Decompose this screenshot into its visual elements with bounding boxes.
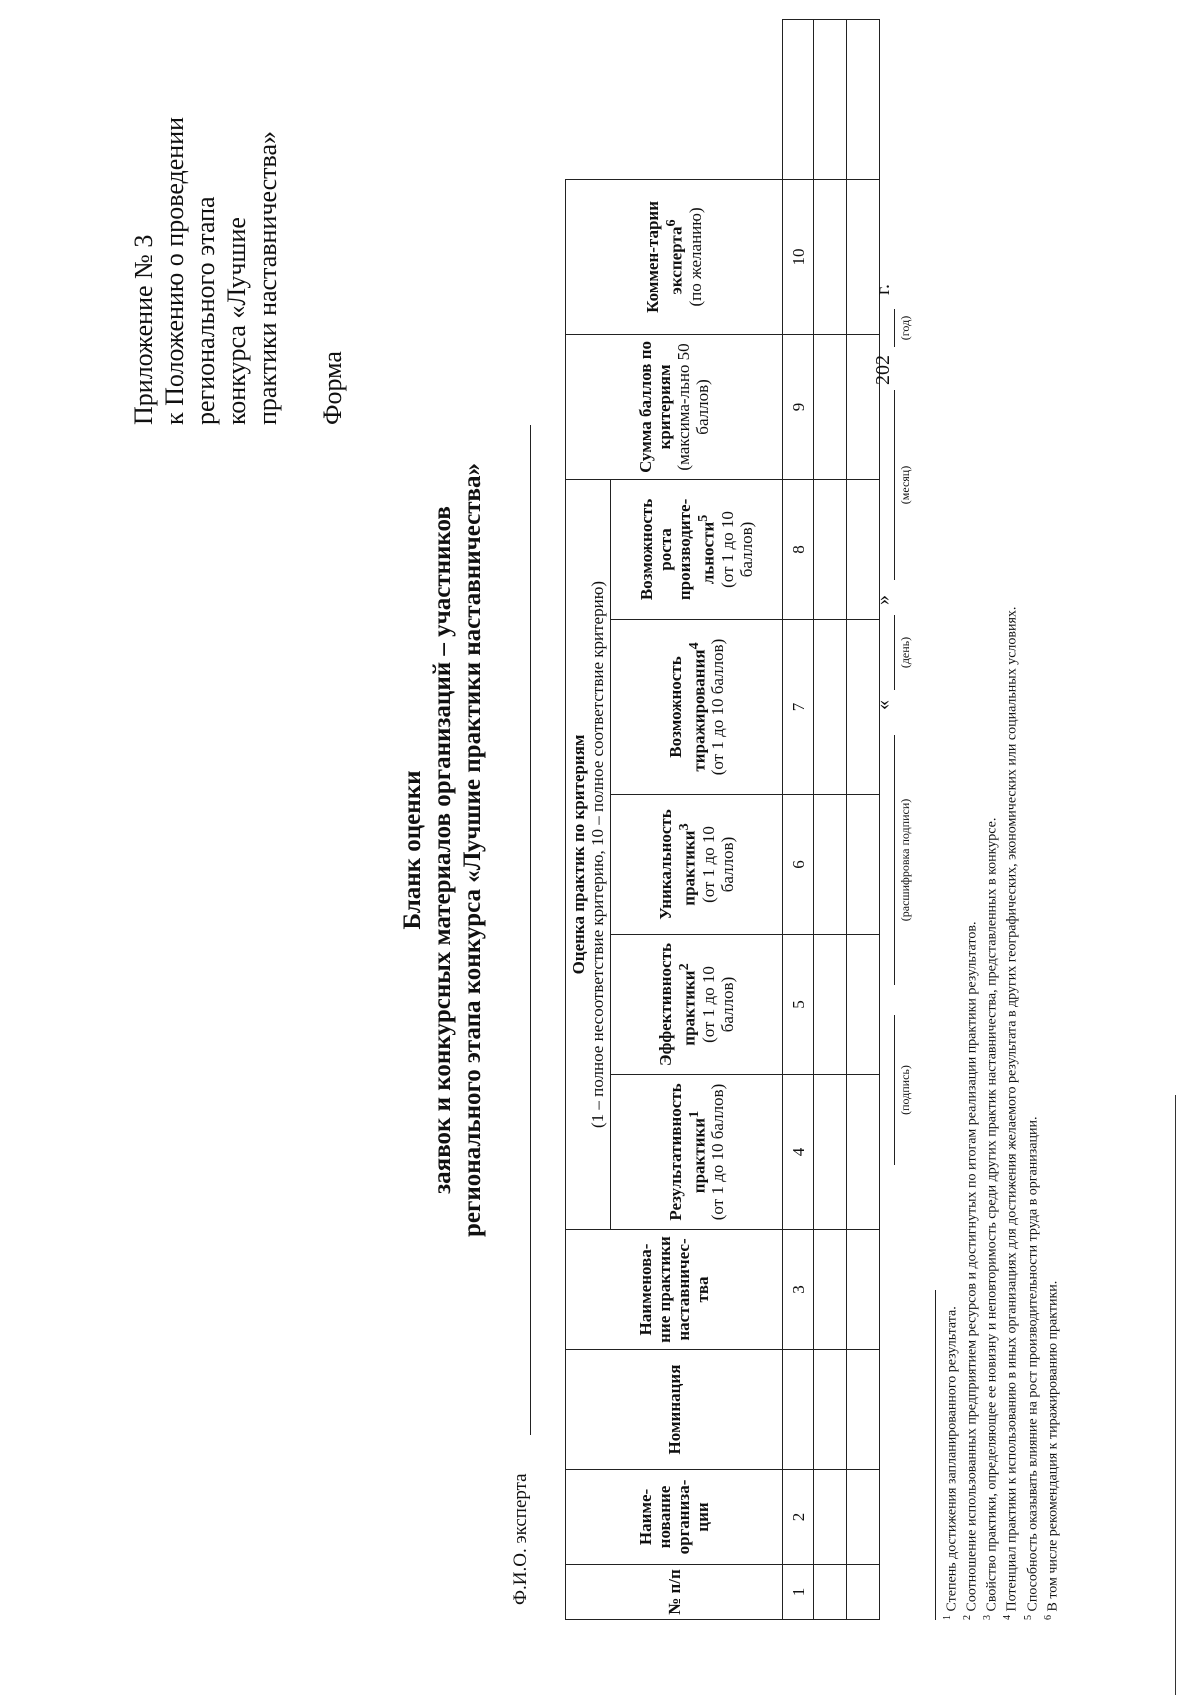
header-criterion-efficiency (611, 935, 783, 1075)
table-cell[interactable] (814, 1230, 847, 1350)
year-prefix: 202 (872, 355, 894, 385)
signature-decode-line[interactable] (894, 735, 895, 985)
column-number: 6 (783, 795, 814, 935)
column-number: 7 (783, 620, 814, 795)
year-suffix: г. (872, 284, 894, 295)
signature-caption: (подпись) (898, 1065, 912, 1115)
table-header-row (566, 19, 611, 1619)
appendix-header (128, 65, 348, 425)
criterion-name: Уникальность практики (656, 809, 699, 920)
criterion-range: (от 1 до 10 баллов) (708, 1083, 728, 1221)
column-number: 2 (783, 1470, 814, 1565)
table-cell[interactable] (814, 179, 847, 334)
table-cell[interactable] (814, 620, 847, 795)
expert-name-label: Ф.И.О. эксперта (510, 1473, 531, 1605)
header-criterion-replication (611, 620, 783, 795)
footnote-item: $^1$ Степень достижения запланированного результата. (942, 1306, 960, 1620)
title-line-1: Бланк оценки (399, 770, 426, 930)
appendix-line: к Положению о проведении (160, 116, 189, 425)
criterion-name: Возможность роста производите-льности (637, 498, 718, 601)
column-number: 9 (783, 334, 814, 479)
appendix-line: Приложение № 3 (129, 234, 158, 425)
criteria-group-title: Оценка практик по критериям (569, 734, 588, 975)
header-comments (566, 179, 783, 334)
criteria-group-subtitle: (1 – полное несоответствие критерию, 10 – полное соответствие критерию) (588, 580, 607, 1129)
table-cell[interactable] (847, 1230, 880, 1350)
month-field[interactable] (894, 390, 895, 580)
column-number: 10 (783, 179, 814, 334)
criterion-footnote-mark: 3 (676, 823, 693, 831)
criterion-footnote-mark: 1 (685, 1110, 702, 1118)
header-practice-name: Наименова-ние практики наставничес-тва (566, 1230, 783, 1350)
criterion-footnote-mark: 2 (676, 963, 693, 971)
footnote-item: $^6$ В том числе рекомендация к тиражированию практики. (1042, 1280, 1061, 1620)
signature-line[interactable] (894, 1015, 895, 1165)
column-number (783, 1350, 814, 1470)
month-caption: (месяц) (898, 465, 912, 505)
appendix-line: конкурса «Лучшие (222, 217, 251, 425)
header-organization: Наиме-нование организа-ции (566, 1470, 783, 1565)
criterion-name: Эффективность практики (656, 943, 699, 1066)
column-number: 3 (783, 1230, 814, 1350)
header-sum (566, 334, 783, 479)
table-cell[interactable] (814, 1350, 847, 1470)
footnotes (935, 60, 1061, 1620)
table-cell[interactable] (814, 1565, 847, 1620)
title-line-3: регионального этапа конкурса «Лучшие практики наставничества» (459, 463, 486, 1237)
table-cell[interactable] (814, 334, 847, 479)
document-title (398, 225, 488, 1475)
table-cell[interactable] (847, 1565, 880, 1620)
sum-title: Сумма баллов по критериям (636, 340, 674, 473)
column-number: 5 (783, 935, 814, 1075)
criterion-range: (от 1 до 10 баллов) (717, 511, 756, 588)
header-criteria-group (566, 479, 611, 1229)
criterion-name: Результативность практики (665, 1083, 709, 1221)
table-cell[interactable] (814, 19, 847, 179)
header-criterion-effectiveness-result (611, 1075, 783, 1230)
comments-note: (по желанию) (685, 207, 705, 307)
column-number-row (783, 19, 814, 1619)
footnote-item: $^5$ Способность оказывать влияние на рост производительности труда в организации. (1022, 1116, 1041, 1620)
footnote-divider (935, 1290, 936, 1620)
year-field[interactable] (894, 309, 895, 347)
appendix-line: практики наставничества» (253, 130, 282, 425)
comments-footnote-mark: 6 (663, 219, 680, 227)
page-edge-line (1175, 1095, 1176, 1695)
sum-note: (максима-льно 50 баллов) (674, 343, 712, 471)
year-caption: (год) (898, 315, 912, 341)
column-number: 1 (783, 1565, 814, 1620)
evaluation-table (565, 19, 880, 1620)
date-close-quote: » (872, 595, 894, 605)
criterion-footnote-mark: 4 (685, 642, 702, 650)
comments-title: Коммен-тарии эксперта (643, 200, 686, 313)
table-cell[interactable] (814, 795, 847, 935)
criterion-range: (от 1 до 10 баллов) (698, 826, 737, 903)
header-nomination: Номинация (566, 1350, 783, 1470)
table-row[interactable] (814, 19, 847, 1619)
criterion-range: (от 1 до 10 баллов) (698, 966, 737, 1043)
footnote-item: $^3$ Свойство практики, определяющее ее новизну и неповторимость среди других практик наставничества, представленных в конкурсе. (982, 817, 1000, 1620)
expert-name-field[interactable] (530, 425, 531, 1435)
footnote-item: $^2$ Соотношение использованных предприятием ресурсов и достигнутых по итогам реализации практики результатов. (962, 921, 980, 1620)
header-criterion-productivity (611, 479, 783, 619)
table-cell[interactable] (847, 19, 880, 179)
column-number (783, 19, 814, 179)
date-open-quote: « (872, 700, 894, 710)
form-label: Форма (318, 351, 347, 425)
table-cell[interactable] (814, 1075, 847, 1230)
title-line-2: заявок и конкурсных материалов организаций – участников (429, 506, 456, 1194)
table-cell[interactable] (847, 1350, 880, 1470)
criterion-name: Возможность тиражирования (665, 649, 709, 772)
criterion-range: (от 1 до 10 баллов) (708, 638, 728, 776)
signature-decode-caption: (расшифровка подписи) (898, 798, 912, 922)
table-cell[interactable] (814, 479, 847, 619)
day-field[interactable] (894, 615, 895, 690)
appendix-line: регионального этапа (191, 196, 220, 425)
footnote-item: $^4$ Потенциал практики к использованию в иных организациях для достижения желаемого результата в других географических, экономических или социальных условиях. (1002, 606, 1021, 1620)
day-caption: (день) (898, 636, 912, 669)
table-cell[interactable] (814, 935, 847, 1075)
table-cell[interactable] (847, 1470, 880, 1565)
table-cell[interactable] (814, 1470, 847, 1565)
criterion-footnote-mark: 5 (695, 514, 712, 522)
column-number: 4 (783, 1075, 814, 1230)
column-number: 8 (783, 479, 814, 619)
header-num: № п/п (566, 1565, 783, 1620)
header-criterion-uniqueness (611, 795, 783, 935)
